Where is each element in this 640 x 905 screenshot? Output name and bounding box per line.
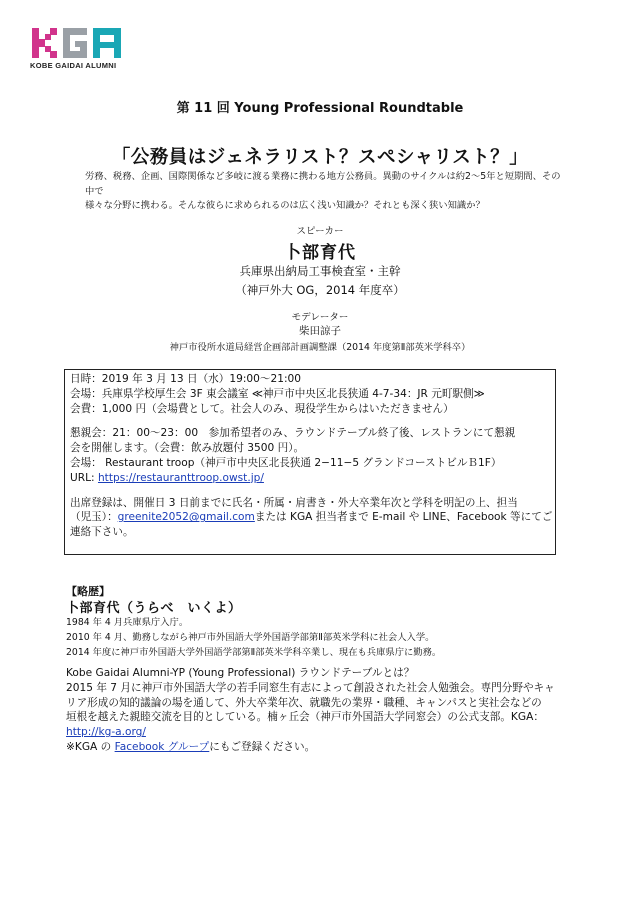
event-venue: 会場：兵庫県学校厚生会 3F 東会議室 ≪神戸市中央区北長狭通 4-7-34：JR 元町駅側≫	[70, 387, 485, 400]
about-line: 垣根を越えた親睦交流を目的としている。楠ヶ丘会（神戸市外国語大学同窓会）の公式支部。KGA：	[66, 711, 544, 724]
facebook-prefix: ※KGA の	[66, 740, 115, 753]
about-line: リア形成の知的議論の場を通して、外大卒業年次、就職先の業界・職種、キャンパスと実社会などの	[66, 696, 542, 709]
intro-line: 労務、税務、企画、国際関係など多岐に渡る業務に携わる地方公務員。異動のサイクルは約2～5年と短期間、その中で	[85, 171, 561, 197]
facebook-line	[66, 740, 586, 755]
register-line-1: 出席登録は、開催日 3 日前までに氏名・所属・肩書き・外大卒業年次と学科を明記の上、担当	[70, 496, 518, 509]
main-title: 「公務員はジェネラリスト？スペシャリスト？」	[111, 147, 529, 168]
bio-name: 卜部育代（うらべ いくよ）	[66, 601, 242, 616]
register-email-link[interactable]: greenite2052@gmail.com	[117, 511, 255, 524]
speaker-affiliation-block	[0, 262, 640, 300]
speaker-label: スピーカー	[296, 226, 344, 237]
party-line-1: 懇親会：21：00～23：00 参加希望者のみ、ラウンドテーブル終了後、レストランにて懇親	[70, 427, 516, 440]
kga-website-link[interactable]: http://kg-a.org/	[66, 726, 146, 739]
bio-line: 2010 年 4 月、勤務しながら神戸市外国語大学外国語学部第Ⅱ部英米学科に社会人入学。	[66, 632, 435, 643]
logo-letter-a	[93, 28, 121, 58]
speaker-name: 卜部育代	[284, 243, 356, 263]
bio-section-label: 【略歴】	[66, 585, 110, 598]
logo-subtitle: KOBE GAIDAI ALUMNI	[30, 61, 117, 70]
register-contact-rest: または KGA 担当者まで E-mail や LINE、Facebook 等にてご	[254, 511, 553, 524]
register-line-2	[70, 510, 555, 525]
about-line: 2015 年 7 月に神戸市外国語大学の若手同窓生有志によって創設された社会人勉強会。専門分野やキャ	[66, 681, 555, 694]
logo-letter-g	[63, 28, 87, 58]
party-venue: 会場： Restaurant troop（神戸市中央区北長狭通 2−11−5 グランドコーストビルＢ1F）	[70, 456, 502, 469]
intro-text	[85, 170, 565, 214]
facebook-group-link[interactable]: Facebook グループ	[114, 740, 210, 753]
kga-logo	[30, 26, 130, 70]
about-title: Kobe Gaidai Alumni-YP (Young Professional) ラウンドテーブルとは？	[66, 667, 415, 679]
party-line-2: 会を開催します。（会費：飲み放題付 3500 円）。	[70, 442, 305, 455]
event-info-box	[64, 369, 556, 555]
event-date: 日時：2019 年 3 月 13 日（水）19:00～21:00	[70, 373, 302, 385]
moderator-name: 柴田諒子	[299, 325, 341, 337]
moderator-label: モデレーター	[291, 312, 349, 323]
event-fee: 会費：1,000 円（会場費として。社会人のみ、現役学生からはいただきません）	[70, 402, 454, 415]
about-section	[66, 666, 586, 755]
url-label: URL:	[70, 471, 98, 484]
bio-text	[66, 615, 586, 660]
event-number: 第 11 回 Young Professional Roundtable	[176, 101, 464, 116]
bio-line: 1984 年 4 月兵庫県庁入庁。	[66, 617, 189, 628]
party-url-line	[70, 471, 555, 486]
facebook-suffix: にもご登録ください。	[209, 740, 316, 753]
kga-logo-mark	[30, 26, 130, 60]
register-contact: （児玉）：	[70, 511, 118, 524]
register-line-3: 連絡下さい。	[70, 526, 134, 539]
restaurant-url-link[interactable]: https://restauranttroop.owst.jp/	[97, 471, 264, 484]
speaker-affiliation: 兵庫県出納局工事検査室・主幹	[239, 264, 401, 278]
bio-line: 2014 年度に神戸市外国語大学外国語学部第Ⅱ部英米学科卒業し、現在も兵庫県庁に勤務。	[66, 647, 442, 658]
intro-line: 様々な分野に携わる。そんな彼らに求められるのは広く浅い知識か？それとも深く狭い知識か？	[85, 200, 485, 211]
speaker-alumni: （神戸外大 OG，2014 年度卒）	[235, 283, 405, 297]
logo-letter-k	[32, 28, 57, 58]
moderator-affiliation: 神戸市役所水道局経営企画部計画調整課（2014 年度第Ⅱ部英米学科卒）	[169, 342, 471, 353]
